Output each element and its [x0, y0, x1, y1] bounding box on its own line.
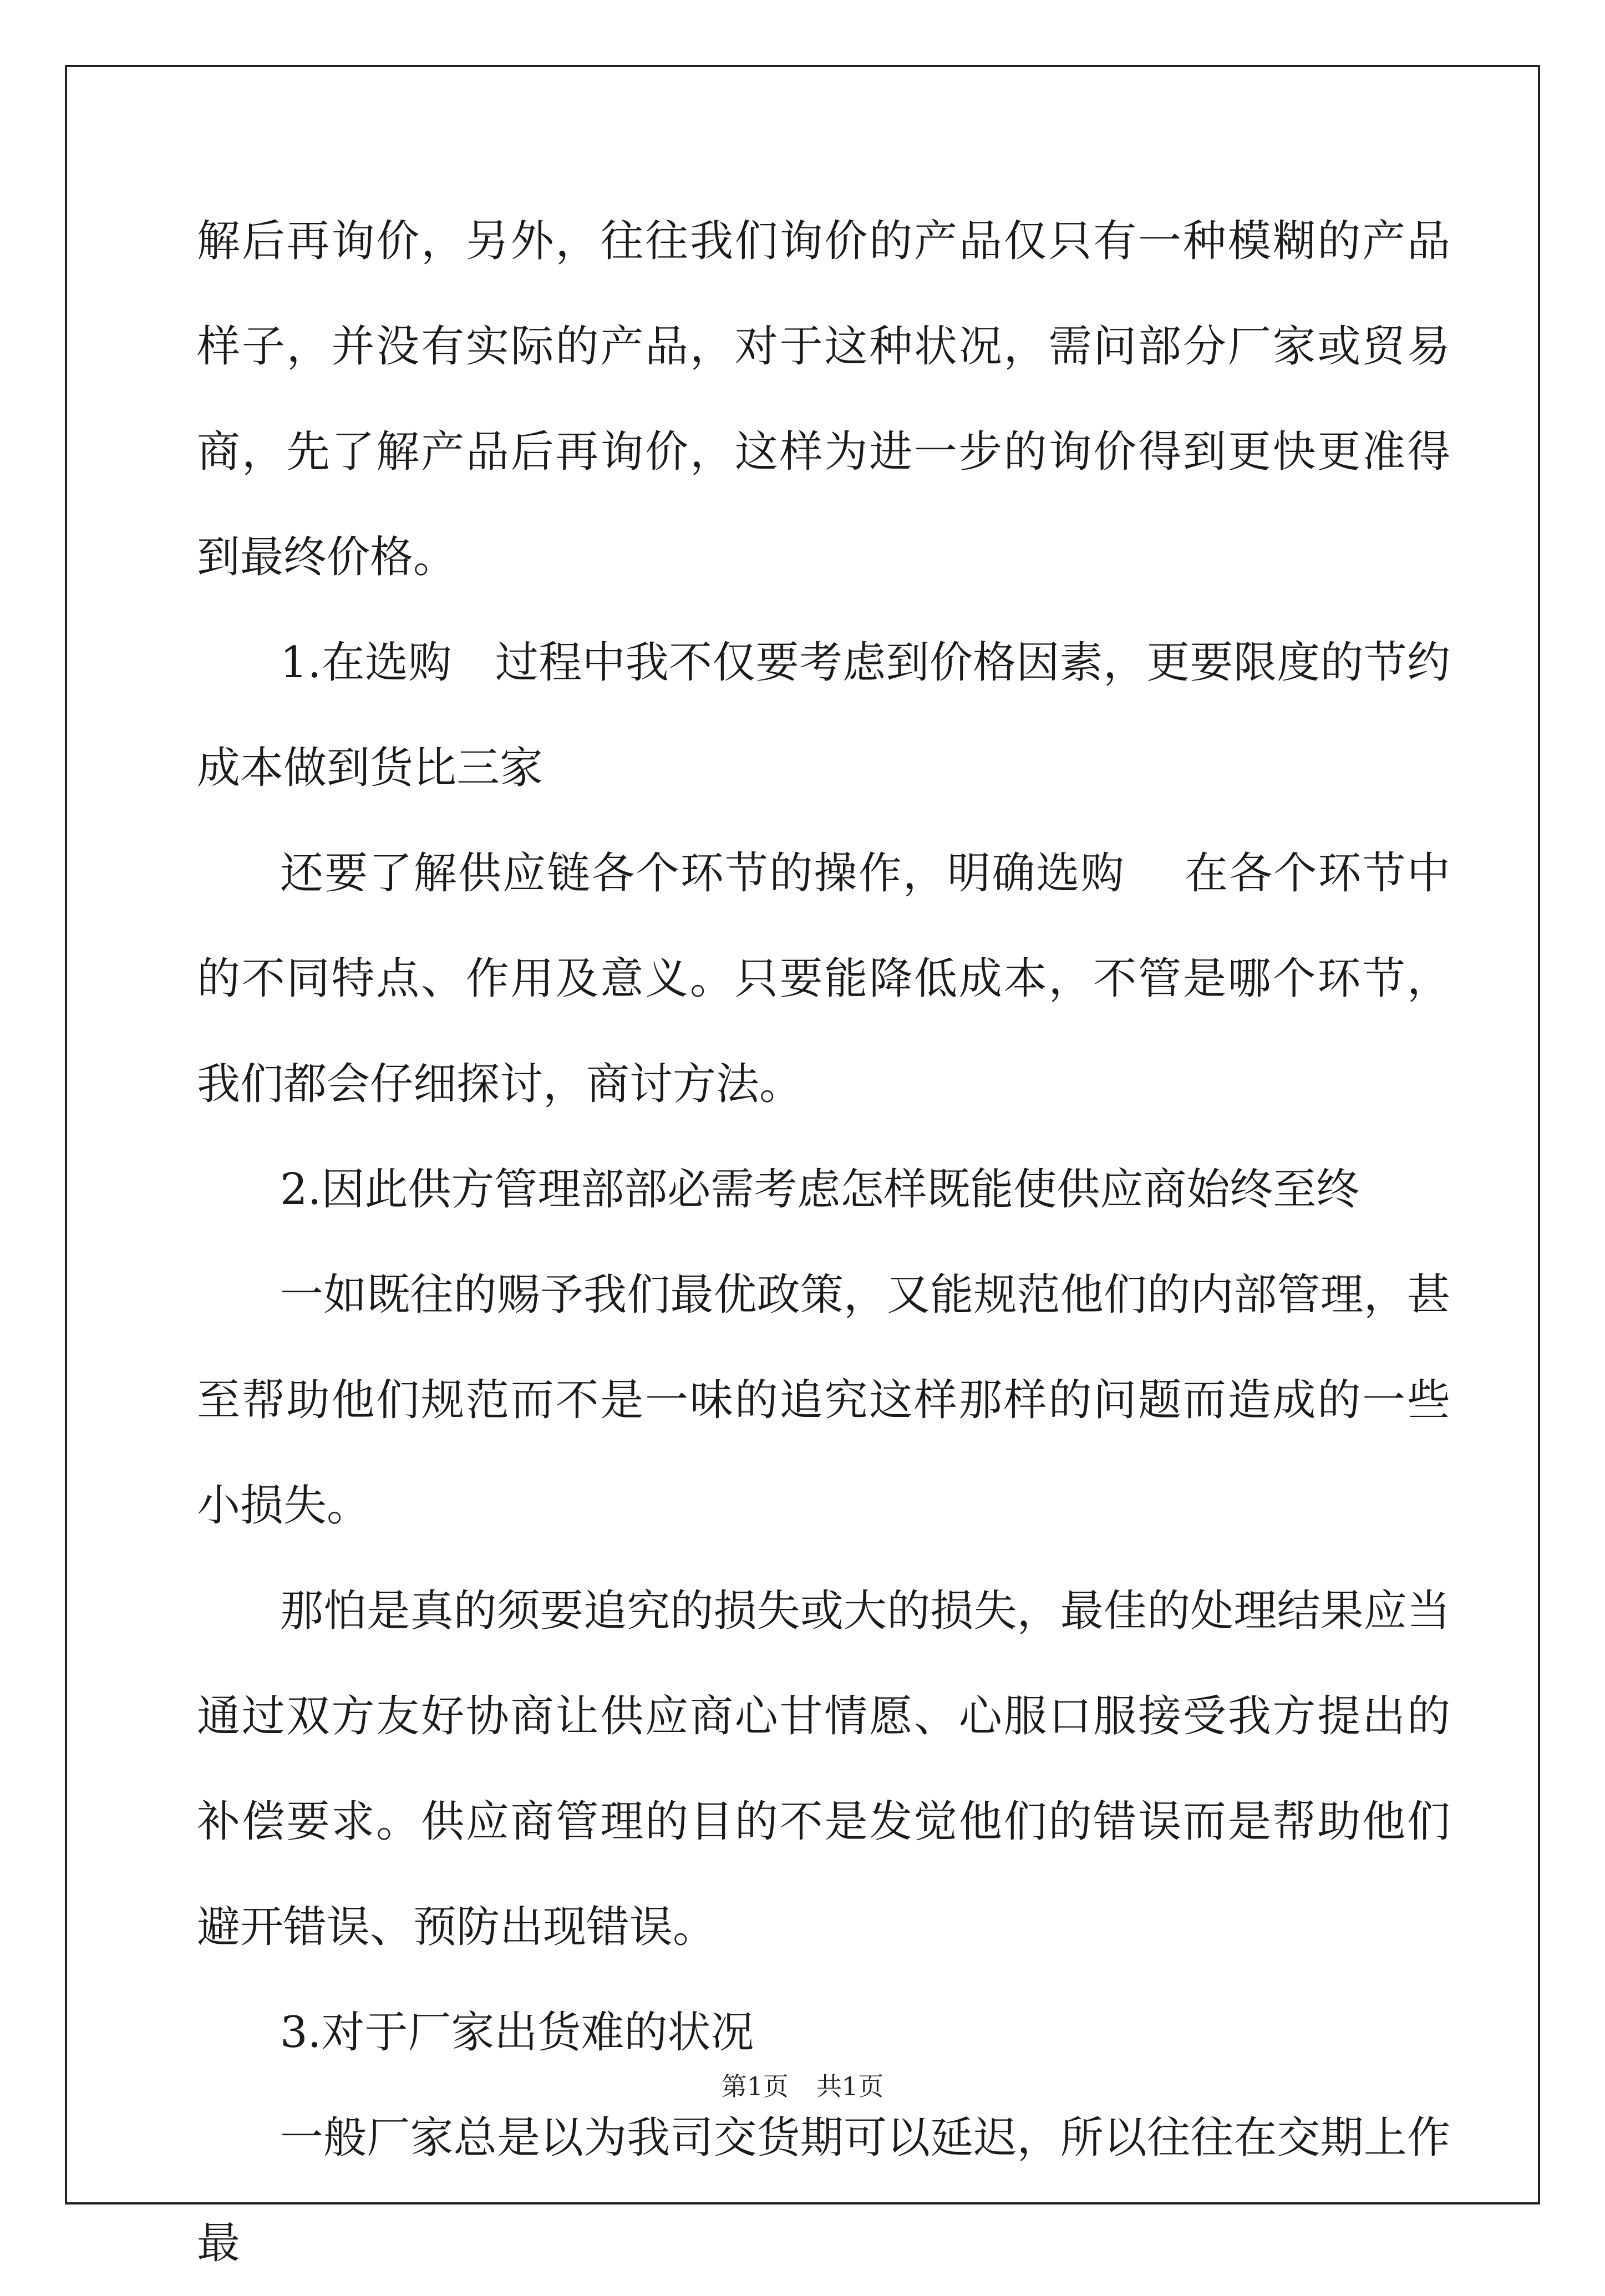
paragraph: 2.因此供方管理部部必需考虑怎样既能使供应商始终至终: [280, 1165, 1360, 1215]
page-number: 第1页: [721, 2071, 789, 2101]
document-body: [197, 189, 1450, 2296]
paragraph: 一如既往的赐予我们最优政策，又能规范他们的内部管理，甚至帮助他们规范而不是一味的追究这样那样的问题而造成的一些小损失。: [197, 1270, 1450, 1531]
page-total: 共1页: [816, 2071, 884, 2101]
paragraph: 3.对于厂家出货难的状况: [280, 2008, 754, 2058]
paragraph: 那怕是真的须要追究的损失或大的损失，最佳的处理结果应当通过双方友好协商让供应商心甘情愿、心服口服接受我方提出的补偿要求。供应商管理的目的不是发觉他们的错误而是帮助他们避开错误、预防出现错误。: [197, 1586, 1450, 1952]
paragraph: 解后再询价，另外，往往我们询价的产品仅只有一种模糊的产品样子，并没有实际的产品，对于这种状况，需问部分厂家或贸易商，先了解产品后再询价，这样为进一步的询价得到更快更准得到最终价格。: [197, 216, 1450, 582]
paragraph: 还要了解供应链各个环节的操作，明确选购 在各个环节中的不同特点、作用及意义。只要能降低成本，不管是哪个环节，我们都会仔细探讨，商讨方法。: [197, 849, 1450, 1109]
page-footer: [0, 2066, 1605, 2103]
paragraph: 1.在选购 过程中我不仅要考虑到价格因素，更要限度的节约成本做到货比三家: [197, 638, 1450, 793]
paragraph: 一般厂家总是以为我司交货期可以延迟，所以往往在交期上作最: [197, 2113, 1450, 2268]
